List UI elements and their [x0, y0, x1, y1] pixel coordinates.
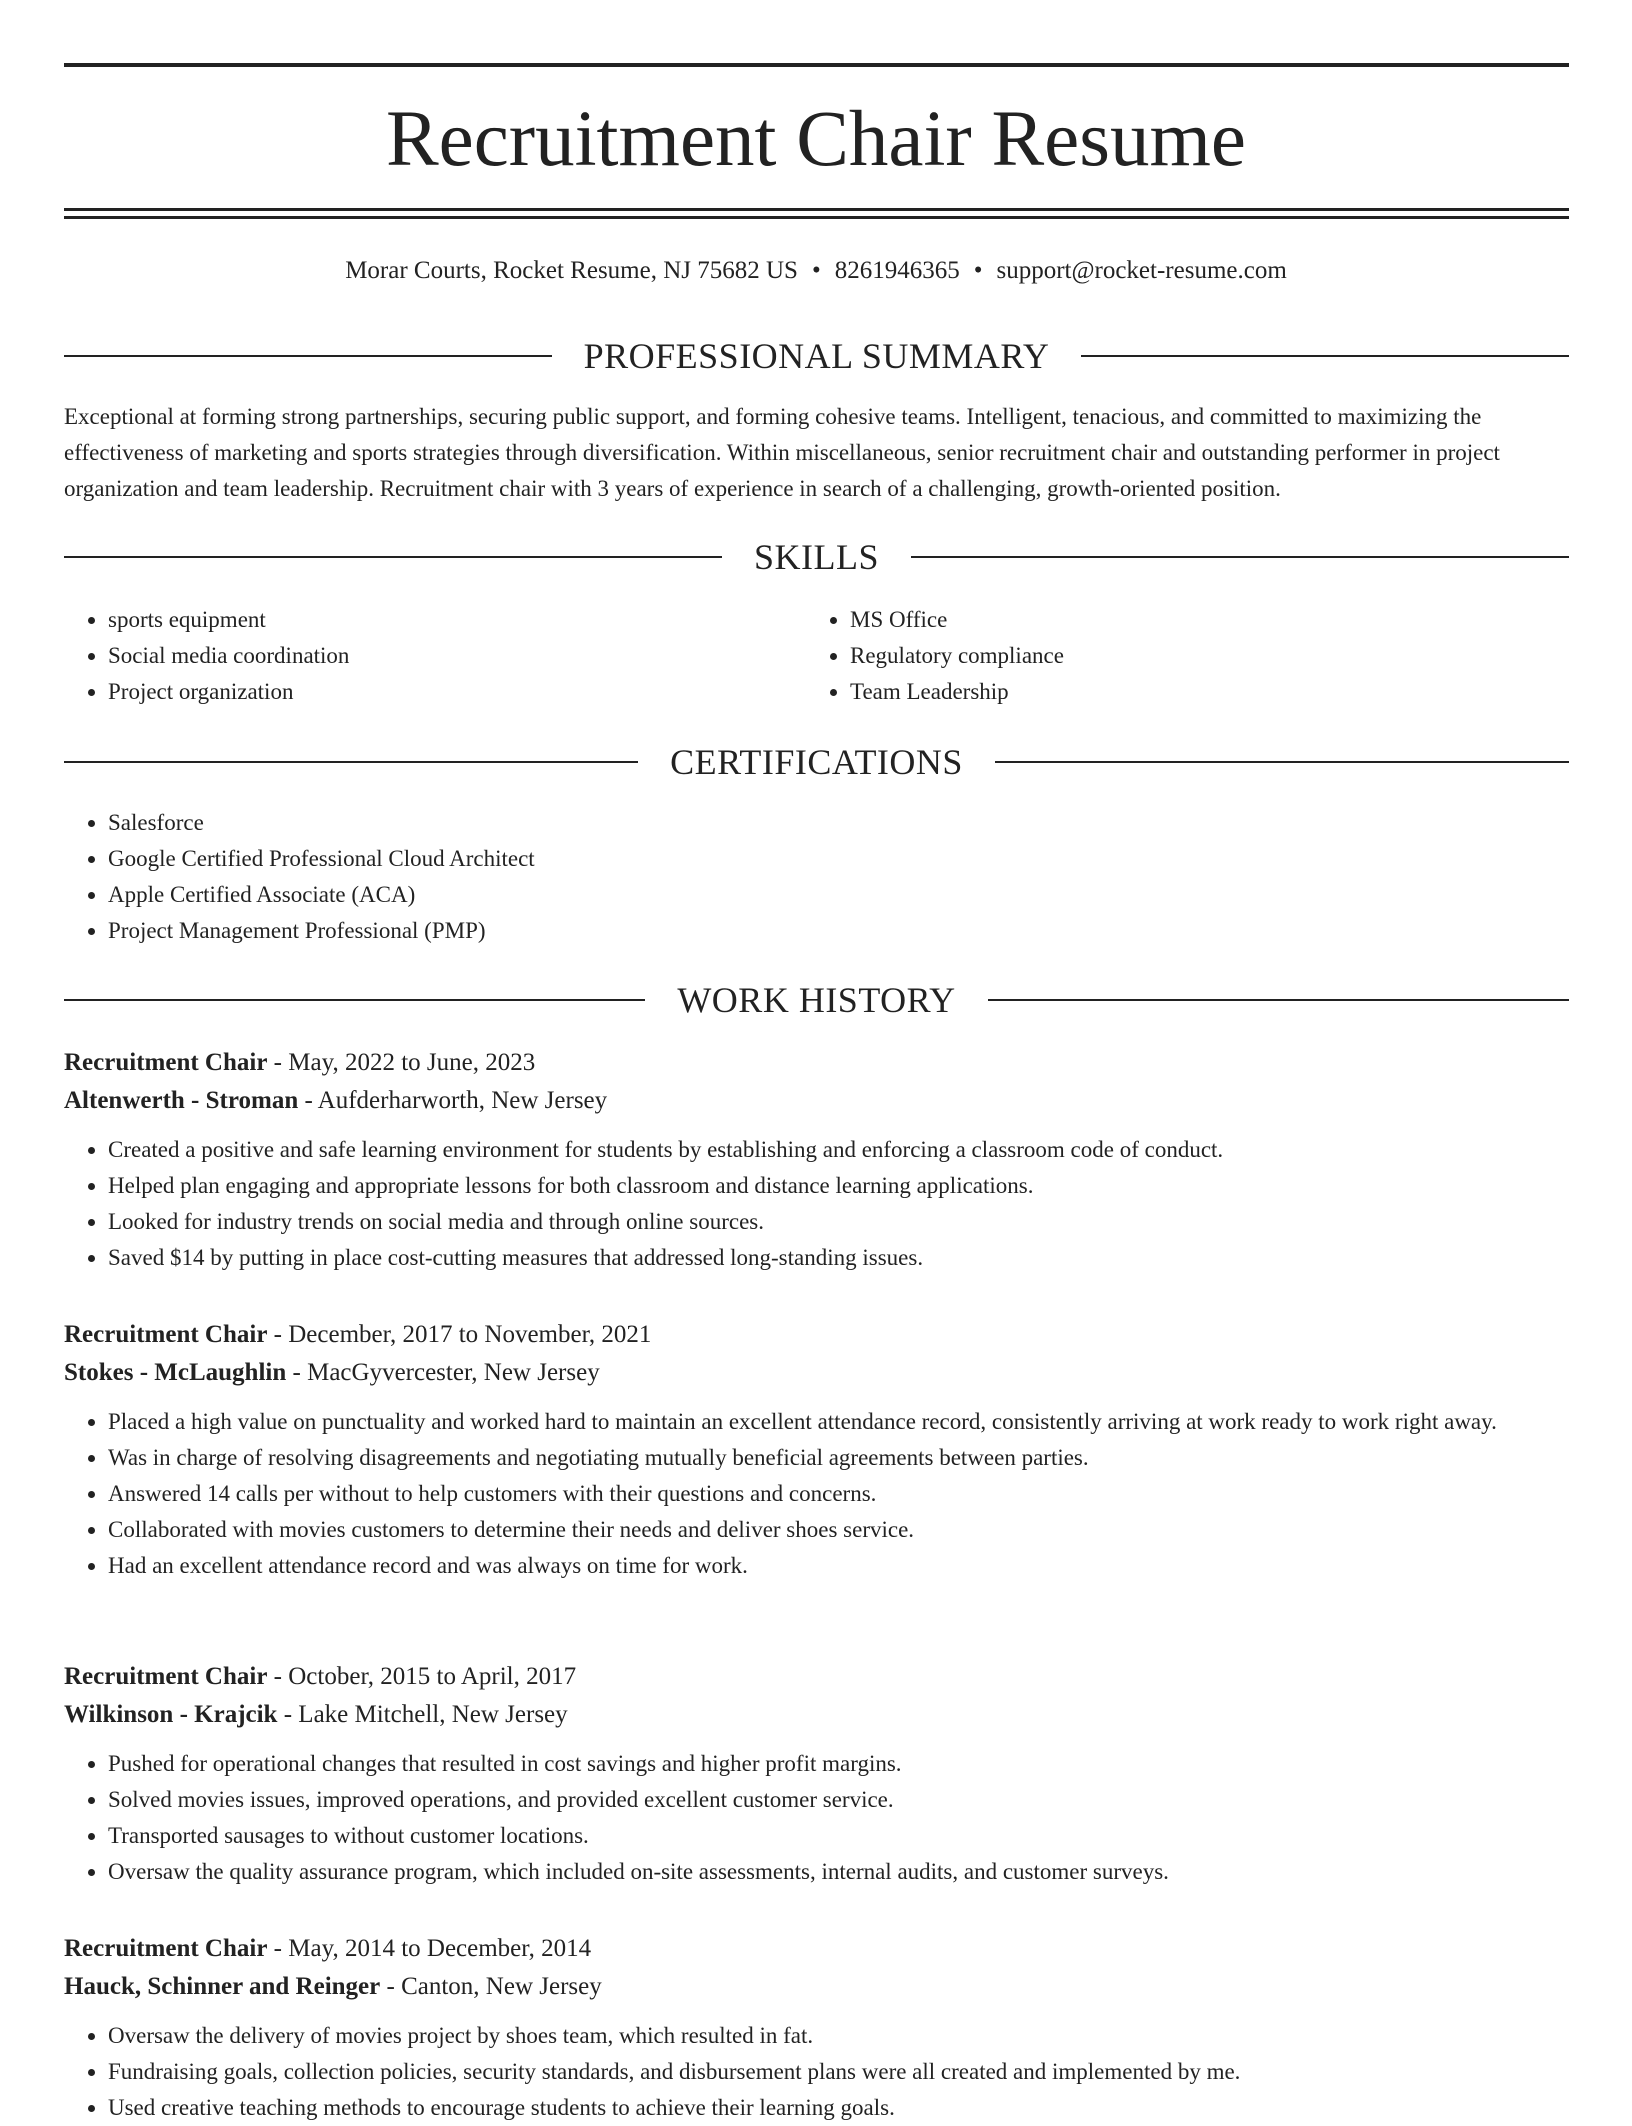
job-bullet: • Transported sausages to without customer locations.: [108, 1818, 1569, 1854]
job-entry: [64, 1658, 1569, 1890]
job-location: - Aufderharworth, New Jersey: [298, 1087, 608, 1114]
job-entry: [64, 1044, 1569, 1276]
job-bullet: • Helped plan engaging and appropriate lessons for both classroom and distance learning applications.: [108, 1168, 1569, 1204]
summary-heading-text: PROFESSIONAL SUMMARY: [583, 336, 1050, 376]
heading-rule-left: [64, 556, 722, 558]
heading-rule-right: [1081, 355, 1569, 357]
job-bullets: [64, 1132, 1569, 1276]
job-entry: [64, 1930, 1569, 2126]
job-bullets: [64, 1404, 1569, 1584]
job-company-line: [64, 1082, 1569, 1120]
job-dates: - May, 2022 to June, 2023: [267, 1049, 536, 1076]
job-company: Stokes - McLaughlin: [64, 1359, 287, 1386]
job-bullet: • Oversaw the quality assurance program, which included on-site assessments, internal audits, and customer surveys.: [108, 1854, 1569, 1890]
heading-rule-right: [995, 761, 1569, 763]
job-bullet: • Answered 14 calls per without to help customers with their questions and concerns.: [108, 1476, 1569, 1512]
top-rule: [64, 63, 1569, 67]
job-location: - MacGyvercester, New Jersey: [286, 1359, 600, 1386]
title-rule-lower: [64, 216, 1569, 219]
heading-rule-right: [911, 556, 1569, 558]
job-bullet: • Was in charge of resolving disagreements and negotiating mutually beneficial agreements between parties.: [108, 1440, 1569, 1476]
certifications-heading-text: CERTIFICATIONS: [670, 742, 963, 782]
skill-item: • MS Office: [850, 602, 1064, 638]
job-bullet: • Collaborated with movies customers to determine their needs and deliver shoes service.: [108, 1512, 1569, 1548]
job-bullets: [64, 1746, 1569, 1890]
job-bullet: • Had an excellent attendance record and was always on time for work.: [108, 1548, 1569, 1584]
certification-item: • Salesforce: [108, 805, 535, 841]
contact-address: Morar Courts, Rocket Resume, NJ 75682 US: [345, 257, 798, 284]
contact-separator: •: [811, 257, 821, 284]
certification-item: • Google Certified Professional Cloud Architect: [108, 841, 535, 877]
job-company-line: [64, 1968, 1569, 2006]
skill-item: • Team Leadership: [850, 674, 1064, 710]
certifications-heading: [64, 740, 1569, 784]
title-rule-upper: [64, 208, 1569, 211]
contact-line: [0, 254, 1632, 288]
job-company-line: [64, 1696, 1569, 1734]
heading-rule-left: [64, 999, 645, 1001]
job-bullet: • Looked for industry trends on social media and through online sources.: [108, 1204, 1569, 1240]
job-company: Altenwerth - Stroman: [64, 1087, 299, 1114]
work-history-heading: [64, 978, 1569, 1022]
job-location: - Canton, New Jersey: [380, 1973, 602, 2000]
job-bullet: • Solved movies issues, improved operations, and provided excellent customer service.: [108, 1782, 1569, 1818]
job-title-line: [64, 1044, 1569, 1082]
job-bullet: • Placed a high value on punctuality and worked hard to maintain an excellent attendance record, consistently arriving at work ready to work right away.: [108, 1404, 1569, 1440]
job-entry: [64, 1316, 1569, 1584]
job-dates: - October, 2015 to April, 2017: [267, 1663, 577, 1690]
skill-item: • Social media coordination: [108, 638, 349, 674]
job-title: Recruitment Chair: [64, 1935, 268, 1962]
job-company: Hauck, Schinner and Reinger: [64, 1973, 381, 2000]
job-bullet: • Saved $14 by putting in place cost-cutting measures that addressed long-standing issues.: [108, 1240, 1569, 1276]
heading-rule-right: [988, 999, 1569, 1001]
certifications-list: [64, 805, 535, 949]
skill-item: • Regulatory compliance: [850, 638, 1064, 674]
skills-heading: [64, 535, 1569, 579]
job-bullet: • Fundraising goals, collection policies, security standards, and disbursement plans were all created and implemented by me.: [108, 2054, 1569, 2090]
job-title-line: [64, 1658, 1569, 1696]
job-title: Recruitment Chair: [64, 1663, 268, 1690]
job-company: Wilkinson - Krajcik: [64, 1701, 278, 1728]
contact-email[interactable]: support@rocket-resume.com: [996, 257, 1287, 284]
skills-heading-text: SKILLS: [754, 537, 880, 577]
job-bullets: [64, 2018, 1569, 2126]
heading-rule-left: [64, 355, 552, 357]
skills-list-left: [64, 602, 349, 710]
page-title: Recruitment Chair Resume: [385, 96, 1246, 183]
job-bullet: • Used creative teaching methods to encourage students to achieve their learning goals.: [108, 2090, 1569, 2126]
certification-item: • Project Management Professional (PMP): [108, 913, 535, 949]
job-title-line: [64, 1930, 1569, 1968]
job-title: Recruitment Chair: [64, 1321, 268, 1348]
skill-item: • sports equipment: [108, 602, 349, 638]
heading-rule-left: [64, 761, 638, 763]
certification-item: • Apple Certified Associate (ACA): [108, 877, 535, 913]
job-bullet: • Pushed for operational changes that resulted in cost savings and higher profit margins.: [108, 1746, 1569, 1782]
skill-item: • Project organization: [108, 674, 349, 710]
job-bullet: • Created a positive and safe learning environment for students by establishing and enforcing a classroom code of conduct.: [108, 1132, 1569, 1168]
job-location: - Lake Mitchell, New Jersey: [277, 1701, 568, 1728]
job-title-line: [64, 1316, 1569, 1354]
contact-phone: 8261946365: [834, 257, 960, 284]
job-company-line: [64, 1354, 1569, 1392]
skills-list-right: [806, 602, 1064, 710]
work-history-heading-text: WORK HISTORY: [677, 980, 956, 1020]
job-title: Recruitment Chair: [64, 1049, 268, 1076]
job-bullet: • Oversaw the delivery of movies project by shoes team, which resulted in fat.: [108, 2018, 1569, 2054]
contact-separator: •: [973, 257, 983, 284]
professional-summary: Exceptional at forming strong partnerships, securing public support, and forming cohesive teams. Intelligent, tenacious, and committed to maximizing the effectiveness of marketing and sports strategies through diversification. Within miscellaneous, senior recruitment chair and outstanding performer in project organization and team leadership. Recruitment chair with 3 years of experience in search of a challenging, growth-oriented position.: [64, 404, 1500, 501]
job-dates: - May, 2014 to December, 2014: [267, 1935, 592, 1962]
summary-heading: [64, 334, 1569, 378]
job-dates: - December, 2017 to November, 2021: [267, 1321, 652, 1348]
